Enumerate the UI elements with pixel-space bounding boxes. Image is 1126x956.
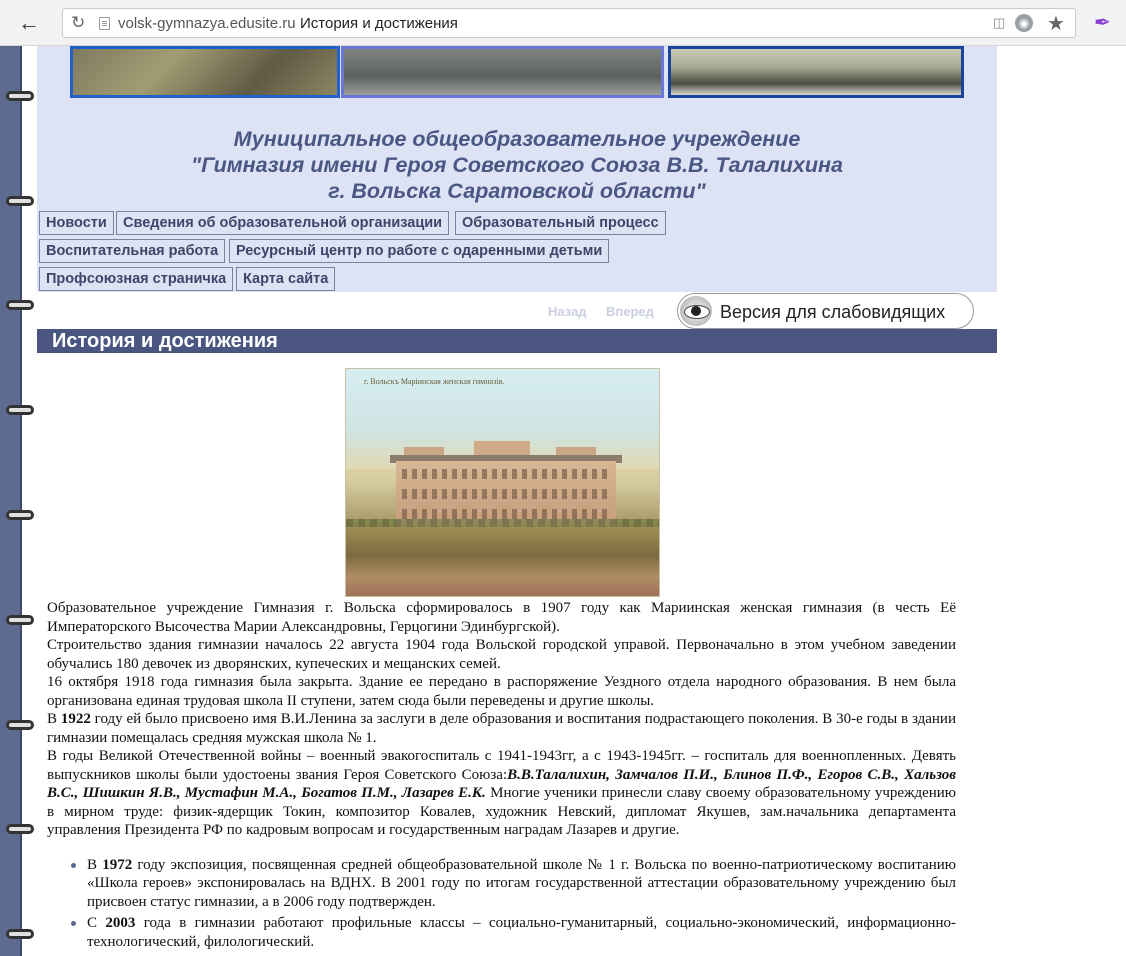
- organization-title: [37, 126, 997, 204]
- eye-icon: [680, 296, 712, 326]
- menu-news[interactable]: Новости: [39, 211, 114, 235]
- nav-forward-link[interactable]: Вперед: [606, 304, 654, 319]
- text-fragment: В: [47, 711, 61, 727]
- reload-icon[interactable]: ↻: [71, 13, 86, 32]
- page-title-bar: [37, 329, 997, 353]
- binder-ring: [6, 720, 34, 730]
- header-photo: [341, 46, 664, 98]
- milestones-list: [47, 856, 956, 952]
- organization-title-line: г. Вольска Саратовской области": [328, 179, 706, 203]
- text-fragment: года в гимназии работают профильные классы – социально-гуманитарный, социально-экономический, информационно-технологический, филологический.: [87, 915, 956, 950]
- text-fragment: году экспозиция, посвященная средней общеобразовательной школе № 1 г. Вольска по военно-патриотическому воспитанию «Школа героев» экспонировалась на ВДНХ. В 2001 году по итогам государственной аттестации образовательному учреждению был присвоен статус гимназии, а в 2006 году подтвержден.: [87, 856, 956, 910]
- text-fragment: С: [87, 915, 106, 931]
- photo-ground: [346, 527, 660, 597]
- building-windows: [402, 509, 610, 519]
- year-highlight: 1922: [60, 711, 91, 727]
- address-bar[interactable]: [62, 8, 1076, 38]
- text-fragment: В годы Великой Отечественной войны – военный эвакогоспиталь с 1941-1943гг, а с 1943-1945гг. – госпиталь для военнопленных. Девять выпускников школы были удостоены звания Героя Советского Союза:: [47, 748, 956, 783]
- back-arrow-icon[interactable]: ←: [18, 10, 40, 35]
- year-highlight: 1972: [102, 856, 133, 873]
- globe-icon[interactable]: ◉: [1015, 14, 1033, 32]
- page-icon[interactable]: [99, 17, 110, 30]
- binder-ring: [6, 615, 34, 625]
- url-domain[interactable]: volsk-gymnazya.edusite.ru: [118, 15, 296, 32]
- menu-sitemap[interactable]: Карта сайта: [236, 267, 335, 291]
- nav-back-link[interactable]: Назад: [548, 304, 587, 319]
- menu-upbringing[interactable]: Воспитательная работа: [39, 239, 225, 263]
- binder-ring: [6, 510, 34, 520]
- menu-resource-center[interactable]: Ресурсный центр по работе с одаренными детьми: [229, 239, 609, 263]
- star-icon[interactable]: ★: [1047, 13, 1065, 35]
- accessibility-version-button[interactable]: [677, 293, 974, 329]
- building-windows: [402, 489, 610, 499]
- heroes-list: В.В.Талалихин, Замчалов П.И., Блинов П.Ф., Егоров С.В., Хальзов В.С., Шишкин Я.В., Мустафин М.А., Богатов П.М., Лазарев Е.К.: [47, 766, 956, 801]
- article-paragraph: [47, 747, 956, 840]
- translate-icon[interactable]: ◫: [993, 15, 1006, 30]
- menu-education-process[interactable]: Образовательный процесс: [455, 211, 666, 235]
- organization-title-line: "Гимназия имени Героя Советского Союза В.В. Талалихина: [191, 153, 843, 177]
- text-fragment: В: [87, 856, 103, 873]
- postcard-caption: г. Вольскъ Маріинская женская гимназія.: [364, 377, 505, 386]
- header-photo: [668, 46, 964, 98]
- gymnasium-building-photo: [345, 368, 660, 597]
- article-paragraph: 16 октября 1918 года гимназия была закрыта. Здание ее передано в распоряжение Уездного отдела народного образования. В нем была организована единая трудовая школа II ступени, затем сюда были переведены и другие школы.: [47, 674, 956, 709]
- menu-union-page[interactable]: Профсоюзная страничка: [39, 267, 233, 291]
- url-page-title[interactable]: История и достижения: [300, 15, 458, 32]
- list-item: [87, 856, 956, 912]
- binder-ring: [6, 91, 34, 101]
- article-paragraph: Образовательное учреждение Гимназия г. Вольска сформировалось в 1907 году как Мариинская женская гимназия (в честь Её Императорского Высочества Марии Александровны, Герцогини Эдинбургской).: [47, 600, 956, 635]
- article-paragraph: Строительство здания гимназии началось 22 августа 1904 года Вольской городской управой. Первоначально в этом учебном заведении обучались 180 девочек из дворянских, купеческих и мещанских семей.: [47, 637, 956, 672]
- text-fragment: году ей было присвоено имя В.И.Ленина за заслуги в деле образования и воспитания подрастающего поколения. В 30-е годы в здании гимназии помещалась средняя мужская школа № 1.: [47, 711, 956, 746]
- text-fragment: Многие ученики принесли славу своему образовательному учреждению в мирном труде: физик-ядерщик Токин, композитор Ковалев, художник Невский, дипломат Якушев, зам.начальника департамента управления Президента РФ по кадровым вопросам и государственным наградам Лазарев и другие.: [47, 785, 957, 838]
- binder-ring: [6, 929, 34, 939]
- header-photo: [70, 46, 340, 98]
- page-title: История и достижения: [52, 330, 278, 352]
- binder-ring: [6, 824, 34, 834]
- article-body: [47, 599, 956, 954]
- building-windows: [402, 469, 610, 479]
- year-highlight: 2003: [105, 915, 136, 931]
- list-item: [87, 914, 956, 951]
- binder-ring: [6, 300, 34, 310]
- browser-toolbar: [0, 0, 1126, 46]
- binder-ring: [6, 196, 34, 206]
- notebook-binder: [0, 46, 22, 956]
- organization-title-line: Муниципальное общеобразовательное учреждение: [233, 127, 801, 151]
- accessibility-version-label: Версия для слабовидящих: [720, 302, 946, 322]
- menu-organization-info[interactable]: Сведения об образовательной организации: [116, 211, 449, 235]
- quill-icon[interactable]: ✒: [1094, 12, 1111, 34]
- article-paragraph: [47, 710, 956, 747]
- binder-ring: [6, 405, 34, 415]
- site-header: [37, 46, 997, 292]
